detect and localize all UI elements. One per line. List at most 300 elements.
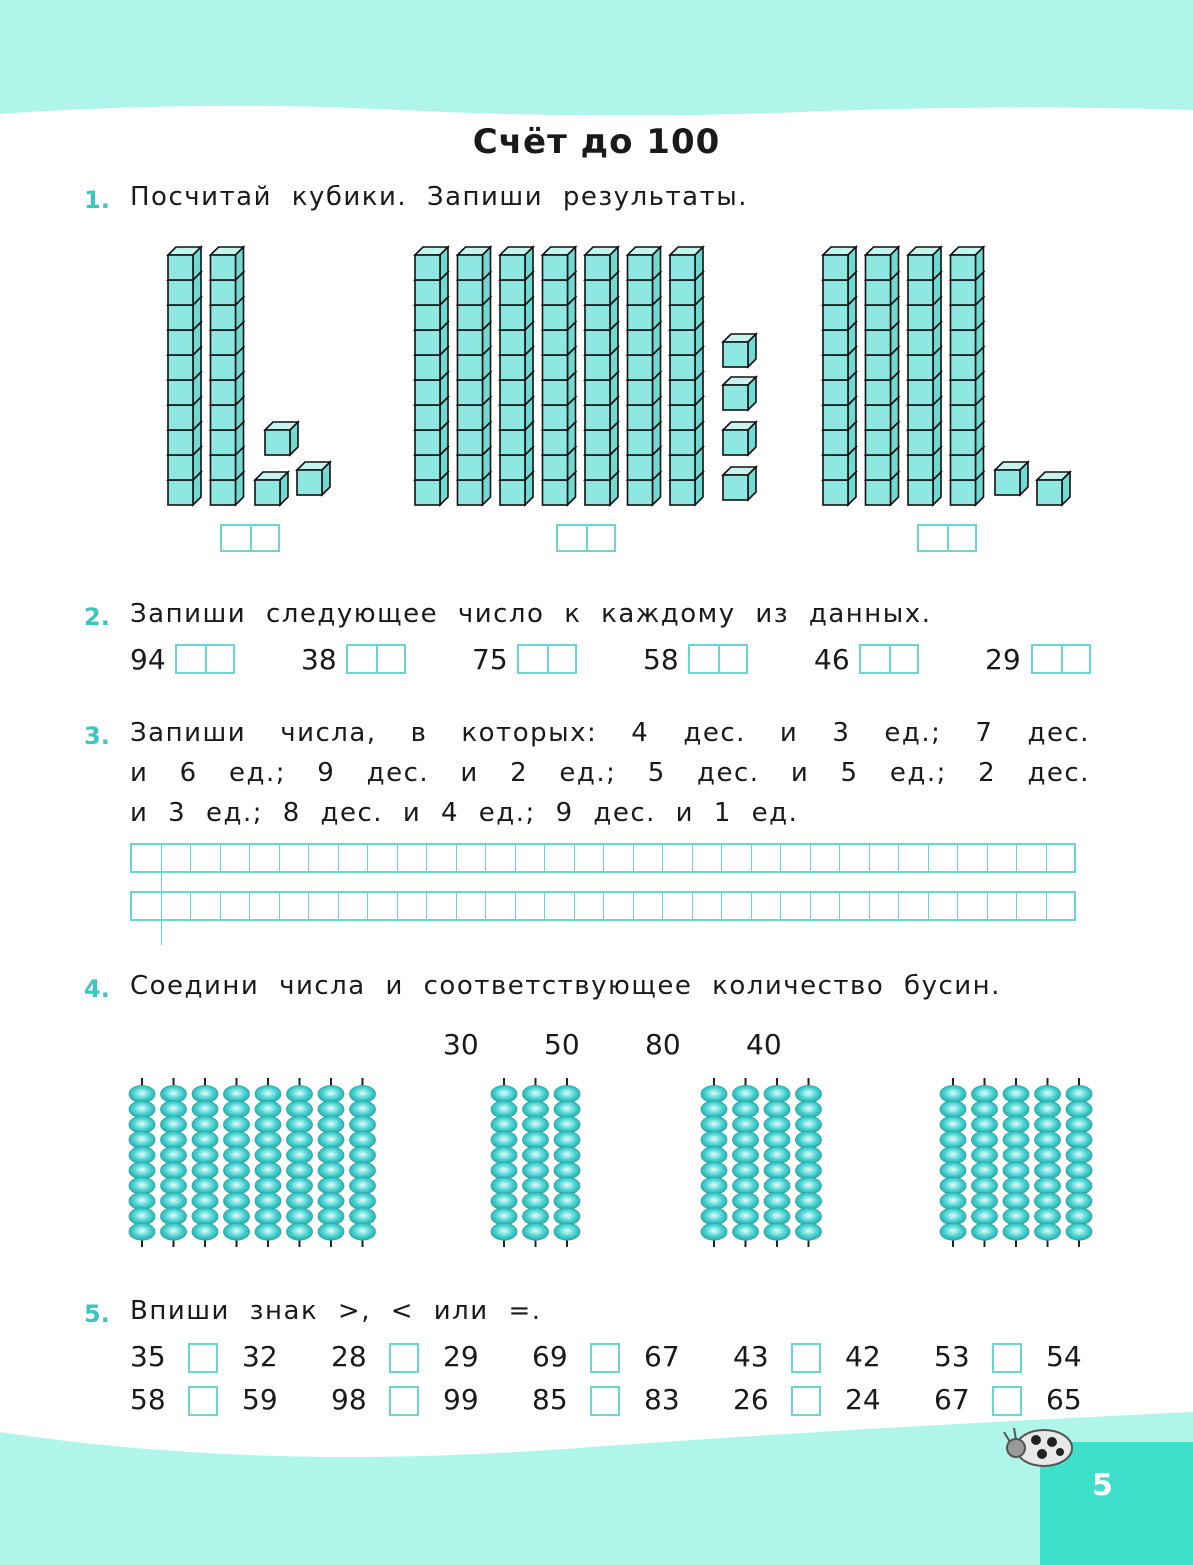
task1-answer-box-1[interactable] [220,524,280,552]
bead-string [554,1078,580,1247]
unit-cube [723,467,756,500]
grid-cell[interactable] [693,845,723,871]
bead [224,1208,250,1225]
bead [287,1223,313,1240]
grid-cell[interactable] [191,893,221,919]
grid-cell[interactable] [280,845,310,871]
bead [287,1208,313,1225]
bead-string [129,1078,155,1247]
cubes-illustration [150,230,1100,520]
grid-cell[interactable] [988,845,1018,871]
bead [796,1086,822,1103]
bead [764,1177,790,1194]
bead [1035,1131,1061,1148]
task1-answer-box-3[interactable] [917,524,977,552]
grid-cell[interactable] [840,893,870,919]
bead-string [796,1078,822,1247]
bead [796,1116,822,1133]
bead-number-label: 30 [443,1028,479,1061]
bead [491,1147,517,1164]
task2-answer-box[interactable] [1031,644,1091,674]
bead [701,1193,727,1210]
grid-cell[interactable] [811,845,841,871]
ten-rod [670,247,703,505]
task1-number: 1. [84,186,110,214]
bead [318,1086,344,1103]
ten-rod [168,247,201,505]
bead [523,1208,549,1225]
bead-string [491,1078,517,1247]
bead [161,1193,187,1210]
bead-number-label: 40 [746,1028,782,1061]
bead [1003,1116,1029,1133]
grid-cell[interactable] [280,893,310,919]
bead [350,1223,376,1240]
grid-cell[interactable] [132,845,162,871]
grid-cell[interactable] [545,893,575,919]
bead [764,1086,790,1103]
task3-text-line: Запиши числа, в которых: 4 дес. и 3 ед.; 7 дес. [130,718,1090,748]
compare-left-number: 53 [934,1340,970,1373]
bead [318,1177,344,1194]
bead [287,1162,313,1179]
bead [491,1116,517,1133]
bead [1035,1177,1061,1194]
task2-given-number: 94 [130,643,166,676]
bead [1003,1147,1029,1164]
grid-cell[interactable] [398,845,428,871]
ten-rod [823,247,856,505]
bead [318,1147,344,1164]
task2-answer-box[interactable] [688,644,748,674]
bead [1035,1116,1061,1133]
task2-given-number: 38 [301,643,337,676]
bead [161,1223,187,1240]
bead [972,1147,998,1164]
grid-cell[interactable] [722,845,752,871]
bead-string [972,1078,998,1247]
page-number: 5 [1092,1468,1113,1503]
compare-sign-box[interactable] [188,1343,218,1373]
bead [1066,1147,1092,1164]
bead-group [701,1078,822,1247]
task2-text: Запиши следующее число к каждому из данных. [130,599,932,629]
bead [1066,1162,1092,1179]
grid-cell[interactable] [781,893,811,919]
grid-cell[interactable] [1017,845,1047,871]
bead [972,1177,998,1194]
bead [255,1177,281,1194]
unit-cube [723,422,756,455]
ten-rod [908,247,941,505]
task5-text: Впиши знак >, < или =. [130,1296,542,1326]
bead [161,1101,187,1118]
unit-cube [297,462,330,495]
bead [491,1177,517,1194]
compare-sign-box[interactable] [590,1386,620,1416]
bead [350,1147,376,1164]
bead-group [940,1078,1092,1247]
bead [1003,1131,1029,1148]
grid-cell[interactable] [575,845,605,871]
bead [287,1147,313,1164]
task4-number: 4. [84,975,110,1003]
compare-sign-box[interactable] [188,1386,218,1416]
bead [764,1208,790,1225]
task3-text-line: и 3 ед.; 8 дес. и 4 ед.; 9 дес. и 1 ед. [130,798,799,828]
task2-given-number: 46 [814,643,850,676]
unit-cube [1037,472,1070,505]
bead-string [318,1078,344,1247]
grid-cell[interactable] [427,893,457,919]
bead [318,1162,344,1179]
compare-sign-box[interactable] [992,1386,1022,1416]
bead [796,1147,822,1164]
bead [1003,1101,1029,1118]
compare-right-number: 24 [845,1383,881,1416]
grid-cell[interactable] [722,893,752,919]
bead [318,1101,344,1118]
bead [972,1131,998,1148]
ten-rod [415,247,448,505]
task2-answer-box[interactable] [175,644,235,674]
compare-left-number: 35 [130,1340,166,1373]
grid-cell[interactable] [162,893,192,919]
ten-rod [585,247,618,505]
grid-cell[interactable] [634,893,664,919]
compare-sign-box[interactable] [992,1343,1022,1373]
compare-sign-box[interactable] [791,1386,821,1416]
bead [940,1147,966,1164]
ten-rod [628,247,661,505]
bead [491,1162,517,1179]
bead [255,1147,281,1164]
bead-string [161,1078,187,1247]
bead-string [701,1078,727,1247]
ten-rod [951,247,984,505]
ten-rod [543,247,576,505]
compare-sign-box[interactable] [389,1343,419,1373]
grid-cell[interactable] [339,893,369,919]
bead [1003,1193,1029,1210]
grid-cell[interactable] [575,893,605,919]
bead [1035,1101,1061,1118]
bead [161,1208,187,1225]
bead [523,1162,549,1179]
grid-cell[interactable] [339,845,369,871]
bead [554,1223,580,1240]
bead [523,1177,549,1194]
bead [350,1086,376,1103]
bead [1035,1162,1061,1179]
grid-cell[interactable] [929,893,959,919]
compare-right-number: 83 [644,1383,680,1416]
bead-string [764,1078,790,1247]
bead [129,1131,155,1148]
bead [701,1116,727,1133]
bead [491,1086,517,1103]
bead [192,1162,218,1179]
bead [701,1208,727,1225]
bead [318,1131,344,1148]
grid-cell[interactable] [604,845,634,871]
bead [554,1131,580,1148]
compare-left-number: 58 [130,1383,166,1416]
bead-string [940,1078,966,1247]
grid-cell[interactable] [899,893,929,919]
grid-cell[interactable] [958,893,988,919]
bead [764,1116,790,1133]
task3-answer-grid-row-2[interactable] [130,891,1076,921]
grid-cell[interactable] [693,893,723,919]
bead [350,1162,376,1179]
task2-answer-box[interactable] [859,644,919,674]
bead [554,1177,580,1194]
grid-cell[interactable] [899,845,929,871]
bead [129,1193,155,1210]
bead [972,1193,998,1210]
bead [1035,1086,1061,1103]
grid-cell[interactable] [427,845,457,871]
bead [129,1177,155,1194]
bead [1003,1223,1029,1240]
compare-right-number: 54 [1046,1340,1082,1373]
compare-right-number: 67 [644,1340,680,1373]
bead [733,1223,759,1240]
bead [796,1208,822,1225]
bead [940,1223,966,1240]
bead-number-label: 80 [645,1028,681,1061]
bead [764,1147,790,1164]
bead [796,1162,822,1179]
bead [161,1147,187,1164]
task2-answer-box[interactable] [346,644,406,674]
grid-cell[interactable] [457,893,487,919]
bead [287,1086,313,1103]
compare-left-number: 98 [331,1383,367,1416]
bead [796,1101,822,1118]
grid-cell[interactable] [752,893,782,919]
bead [972,1208,998,1225]
grid-cell[interactable] [486,893,516,919]
compare-right-number: 32 [242,1340,278,1373]
grid-cell[interactable] [221,893,251,919]
bead [523,1116,549,1133]
bead [1003,1208,1029,1225]
bead [318,1193,344,1210]
bead [318,1116,344,1133]
bead [701,1162,727,1179]
grid-cell[interactable] [309,845,339,871]
grid-cell[interactable] [486,845,516,871]
bead [764,1131,790,1148]
bead [255,1193,281,1210]
bead [224,1177,250,1194]
bead [224,1223,250,1240]
compare-right-number: 42 [845,1340,881,1373]
bead [192,1131,218,1148]
bead [224,1116,250,1133]
bead [1003,1086,1029,1103]
bead [224,1086,250,1103]
bead [733,1177,759,1194]
grid-cell[interactable] [162,845,192,871]
bead [224,1193,250,1210]
grid-cell[interactable] [545,845,575,871]
bead [940,1131,966,1148]
bead-string [1066,1078,1092,1247]
compare-sign-box[interactable] [590,1343,620,1373]
unit-cube [723,377,756,410]
grid-cell[interactable] [250,845,280,871]
top-decorative-band [0,0,1193,140]
grid-cell[interactable] [870,893,900,919]
task3-answer-grid-row-1[interactable] [130,843,1076,873]
bead [255,1131,281,1148]
unit-cube [265,422,298,455]
bead [733,1208,759,1225]
bead [701,1223,727,1240]
bead [350,1193,376,1210]
bead [255,1101,281,1118]
bead [1066,1131,1092,1148]
compare-left-number: 26 [733,1383,769,1416]
bead [764,1223,790,1240]
bead [129,1208,155,1225]
compare-left-number: 69 [532,1340,568,1373]
bead [554,1208,580,1225]
grid-cell[interactable] [929,845,959,871]
bead [287,1116,313,1133]
bead [940,1208,966,1225]
bead [192,1223,218,1240]
grid-cell[interactable] [191,845,221,871]
bead-string [1003,1078,1029,1247]
bead [701,1131,727,1148]
bead [491,1223,517,1240]
bead [491,1208,517,1225]
bead-string [733,1078,759,1247]
bead [161,1086,187,1103]
bead [701,1177,727,1194]
compare-left-number: 43 [733,1340,769,1373]
grid-cell[interactable] [663,845,693,871]
grid-cell[interactable] [221,845,251,871]
bead [764,1193,790,1210]
compare-right-number: 59 [242,1383,278,1416]
grid-cell[interactable] [309,893,339,919]
grid-cell[interactable] [811,893,841,919]
bead [350,1208,376,1225]
grid-cell[interactable] [368,893,398,919]
task1-answer-box-2[interactable] [556,524,616,552]
unit-cube [995,462,1028,495]
bead [972,1223,998,1240]
bead [161,1116,187,1133]
bead-string [1035,1078,1061,1247]
grid-cell[interactable] [604,893,634,919]
bead [350,1177,376,1194]
bead [129,1223,155,1240]
grid-cell[interactable] [663,893,693,919]
grid-cell[interactable] [457,845,487,871]
bead [940,1086,966,1103]
grid-cell[interactable] [250,893,280,919]
bead [1066,1208,1092,1225]
bead [940,1101,966,1118]
bead [1035,1147,1061,1164]
grid-cell[interactable] [781,845,811,871]
grid-cell[interactable] [988,893,1018,919]
task2-number: 2. [84,603,110,631]
compare-sign-box[interactable] [389,1386,419,1416]
bead [255,1208,281,1225]
grid-cell[interactable] [398,893,428,919]
bead [796,1223,822,1240]
grid-cell[interactable] [1017,893,1047,919]
bead [192,1086,218,1103]
bead [523,1101,549,1118]
bead [972,1116,998,1133]
bead [255,1162,281,1179]
grid-cell[interactable] [132,919,162,945]
grid-cell[interactable] [840,845,870,871]
page-title: Счёт до 100 [472,122,721,162]
grid-cell[interactable] [368,845,398,871]
compare-left-number: 28 [331,1340,367,1373]
bead [1035,1193,1061,1210]
bead [523,1193,549,1210]
grid-cell[interactable] [516,893,546,919]
bead [224,1101,250,1118]
ten-rod [866,247,899,505]
bead [1066,1193,1092,1210]
bead-string [350,1078,376,1247]
bead [192,1101,218,1118]
grid-cell[interactable] [132,893,162,919]
task1-text: Посчитай кубики. Запиши результаты. [130,182,749,212]
bead [192,1208,218,1225]
bead [491,1101,517,1118]
bead [491,1193,517,1210]
grid-cell[interactable] [958,845,988,871]
bead-number-label: 50 [544,1028,580,1061]
bead [972,1086,998,1103]
compare-sign-box[interactable] [791,1343,821,1373]
compare-right-number: 29 [443,1340,479,1373]
grid-cell[interactable] [752,845,782,871]
ladybug-icon [1002,1420,1082,1475]
grid-cell[interactable] [870,845,900,871]
beads-illustration [120,1070,1110,1255]
task2-given-number: 75 [472,643,508,676]
task2-answer-box[interactable] [517,644,577,674]
grid-cell[interactable] [516,845,546,871]
bead [733,1193,759,1210]
grid-cell[interactable] [634,845,664,871]
bead [554,1147,580,1164]
compare-left-number: 85 [532,1383,568,1416]
bead [764,1162,790,1179]
bead [129,1116,155,1133]
bead-string [224,1078,250,1247]
bead [192,1177,218,1194]
task2-given-number: 58 [643,643,679,676]
bead-string [255,1078,281,1247]
bead [350,1131,376,1148]
bead [940,1177,966,1194]
bead [554,1162,580,1179]
